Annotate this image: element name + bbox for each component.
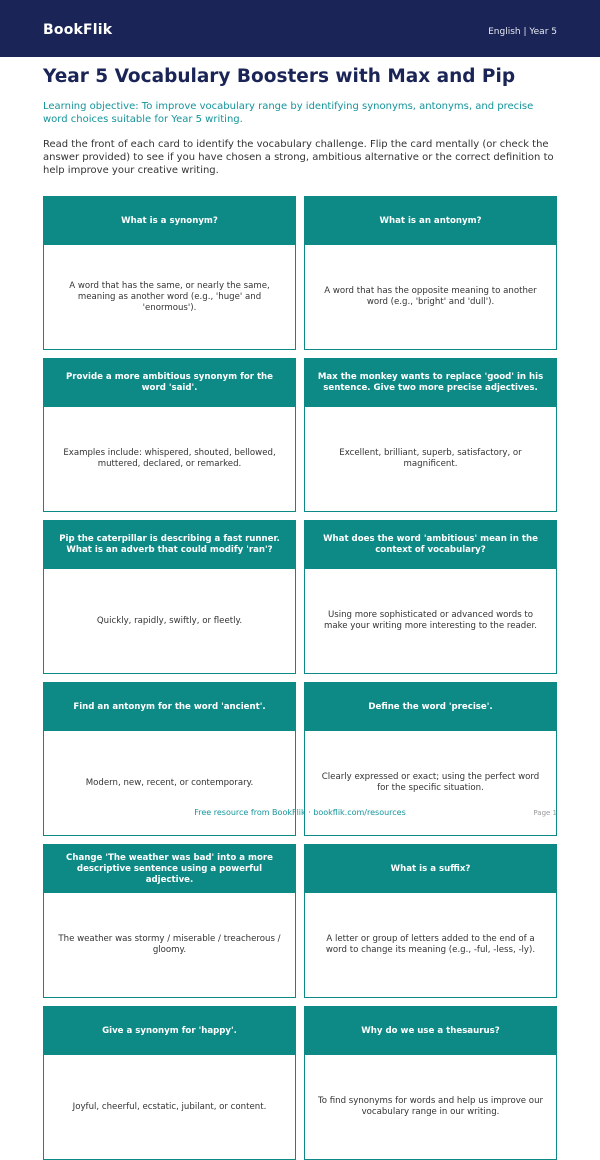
flashcard[interactable]	[43, 196, 296, 350]
card-answer: Excellent, brilliant, superb, satisfactory, or magnificent.	[305, 407, 556, 511]
card-question: Max the monkey wants to replace 'good' in his sentence. Give two more precise adjectives.	[305, 359, 556, 407]
card-answer: Joyful, cheerful, ecstatic, jubilant, or content.	[44, 1055, 295, 1159]
header-bar	[0, 0, 600, 57]
learning-objective: Learning objective: To improve vocabulary range by identifying synonyms, antonyms, and precise word choices suitable for Year 5 writing.	[43, 101, 534, 125]
card-question: Find an antonym for the word 'ancient'.	[44, 683, 295, 731]
card-question: Define the word 'precise'.	[305, 683, 556, 731]
card-answer: The weather was stormy / miserable / treacherous / gloomy.	[44, 893, 295, 997]
card-question: Why do we use a thesaurus?	[305, 1007, 556, 1055]
card-question: Provide a more ambitious synonym for the word 'said'.	[44, 359, 295, 407]
flashcard-grid	[43, 196, 557, 1160]
card-answer: Quickly, rapidly, swiftly, or fleetly.	[44, 569, 295, 673]
card-question: Change 'The weather was bad' into a more descriptive sentence using a powerful adjective.	[44, 845, 295, 893]
card-question: What is a suffix?	[305, 845, 556, 893]
flashcard[interactable]	[304, 358, 557, 512]
flashcard[interactable]	[43, 520, 296, 674]
card-question: What is a synonym?	[44, 197, 295, 245]
instructions-text: Read the front of each card to identify the vocabulary challenge. Flip the card mentally (or check the answer provided) to see if you have chosen a strong, ambitious alternative or the correct definition to help improve your creative writing.	[43, 139, 554, 176]
card-answer: To find synonyms for words and help us improve our vocabulary range in our writing.	[305, 1055, 556, 1159]
flashcard[interactable]	[304, 196, 557, 350]
card-answer: A letter or group of letters added to the end of a word to change its meaning (e.g., -ful, -less, -ly).	[305, 893, 556, 997]
card-question: What is an antonym?	[305, 197, 556, 245]
flashcard[interactable]	[43, 844, 296, 998]
flashcard[interactable]	[304, 520, 557, 674]
flashcard[interactable]	[43, 1006, 296, 1160]
flashcard[interactable]	[304, 844, 557, 998]
page-title: Year 5 Vocabulary Boosters with Max and Pip	[43, 66, 516, 87]
card-answer: A word that has the opposite meaning to another word (e.g., 'bright' and 'dull').	[305, 245, 556, 349]
card-answer: A word that has the same, or nearly the same, meaning as another word (e.g., 'huge' and 'enormous').	[44, 245, 295, 349]
page-number: Page 1	[533, 809, 557, 817]
card-answer: Examples include: whispered, shouted, bellowed, muttered, declared, or remarked.	[44, 407, 295, 511]
subject-year-label: English | Year 5	[488, 27, 557, 37]
footer-link[interactable]: Free resource from BookFlik · bookflik.com/resources	[194, 808, 406, 817]
flashcard[interactable]	[304, 1006, 557, 1160]
card-answer: Modern, new, recent, or contemporary.	[44, 731, 295, 835]
card-answer: Using more sophisticated or advanced words to make your writing more interesting to the reader.	[305, 569, 556, 673]
card-question: What does the word 'ambitious' mean in the context of vocabulary?	[305, 521, 556, 569]
card-answer: Clearly expressed or exact; using the perfect word for the specific situation.	[305, 731, 556, 835]
card-question: Pip the caterpillar is describing a fast runner. What is an adverb that could modify 'ran'?	[44, 521, 295, 569]
brand-logo[interactable]: BookFlik	[43, 22, 113, 38]
card-question: Give a synonym for 'happy'.	[44, 1007, 295, 1055]
flashcard[interactable]	[43, 358, 296, 512]
